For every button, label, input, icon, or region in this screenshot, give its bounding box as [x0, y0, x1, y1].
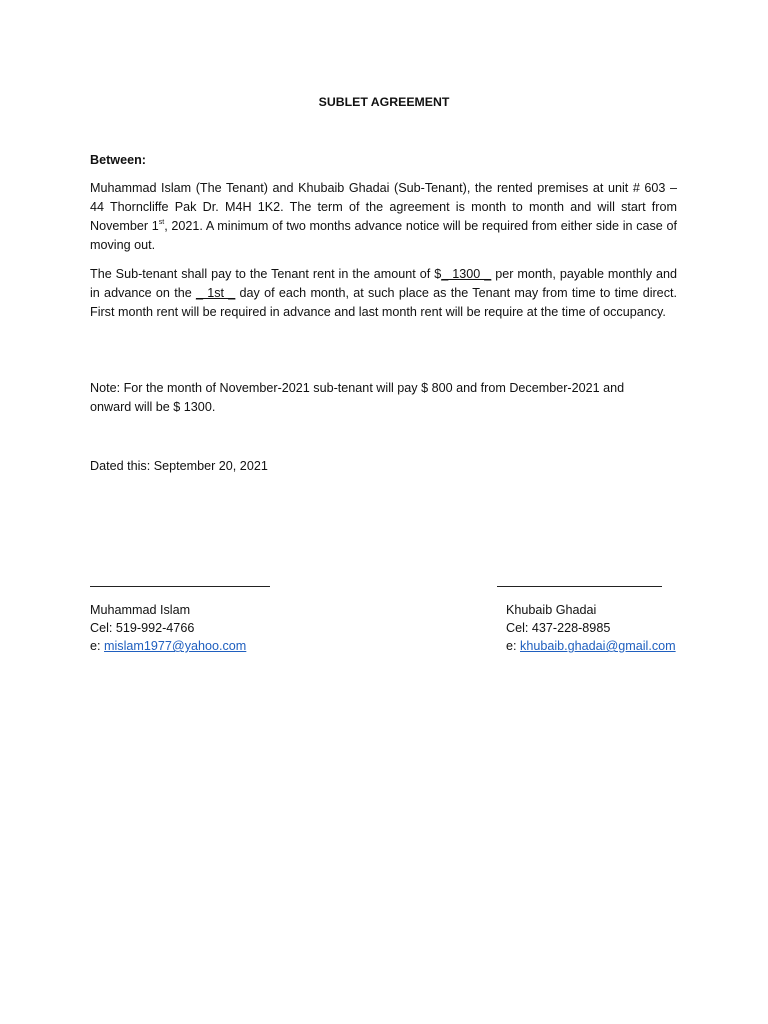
subtenant-name: Khubaib Ghadai — [506, 603, 597, 617]
parties-paragraph — [90, 179, 677, 255]
tenant-email-link[interactable]: mislam1977@yahoo.com — [104, 639, 247, 653]
tenant-email-prefix: e: — [90, 639, 105, 653]
dated-line: Dated this: September 20, 2021 — [90, 459, 268, 473]
rent-text-1: The Sub-tenant shall pay to the Tenant rent in the amount of $ — [90, 267, 442, 281]
subtenant-email-link[interactable]: khubaib.ghadai@gmail.com — [520, 639, 676, 653]
ordinal-suffix: st — [158, 219, 165, 226]
note-paragraph: Note: For the month of November-2021 sub-tenant will pay $ 800 and from December-2021 and onward will be $ 1300. — [90, 381, 625, 414]
signatory-subtenant — [506, 601, 676, 655]
rent-amount: _ 1300 _ — [441, 267, 492, 281]
signatory-tenant — [90, 601, 246, 655]
rent-text-2: per month, payable monthly and in advance on the — [90, 267, 677, 300]
subtenant-phone: Cel: 437-228-8985 — [506, 621, 611, 635]
parties-text: Muhammad Islam (The Tenant) and Khubaib Ghadai (Sub-Tenant), the rented premises at unit # 603 – 44 Thorncliffe Pak Dr. M4H 1K2. The term of the agreement is month to month and will start from November 1 — [90, 181, 677, 233]
parties-text-continued: , 2021. A minimum of two months advance notice will be required from either side in case of moving out. — [90, 219, 677, 252]
rent-paragraph — [90, 265, 677, 322]
rent-text-3: day of each month, at such place as the Tenant may from time to time direct. First month rent will be required in advance and last month rent will be require at the time of occupancy. — [90, 286, 677, 319]
tenant-email-row — [90, 637, 246, 655]
rent-due-day: _ 1st _ — [195, 286, 236, 300]
signature-line-subtenant — [497, 574, 662, 587]
signature-line-tenant — [90, 574, 270, 587]
tenant-name: Muhammad Islam — [90, 603, 191, 617]
subtenant-email-row — [506, 637, 676, 655]
between-label: Between: — [90, 153, 146, 167]
subtenant-email-prefix: e: — [506, 639, 521, 653]
tenant-phone: Cel: 519-992-4766 — [90, 621, 195, 635]
document-title: SUBLET AGREEMENT — [318, 95, 450, 109]
